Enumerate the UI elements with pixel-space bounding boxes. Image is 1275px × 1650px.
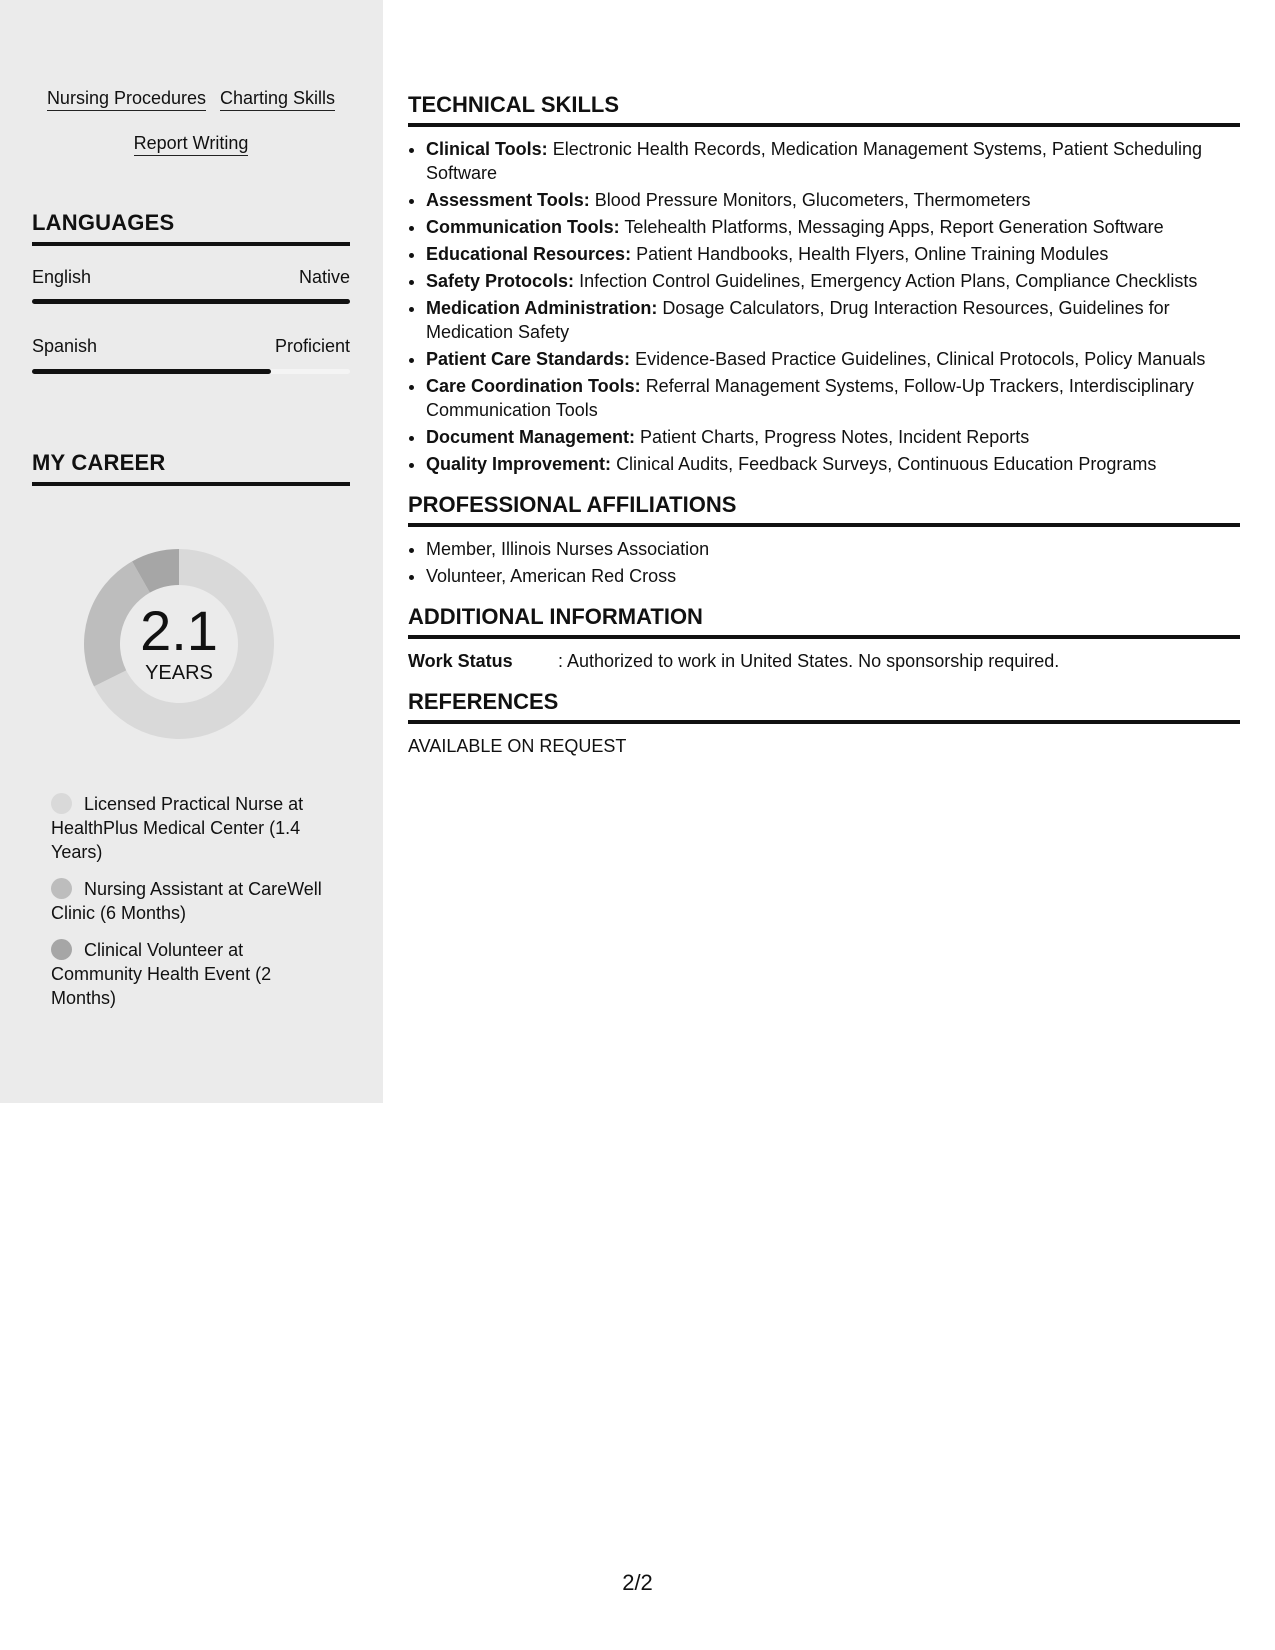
additional-info-heading: ADDITIONAL INFORMATION: [408, 604, 1240, 639]
skill-label: Quality Improvement:: [426, 454, 612, 474]
list-item: [426, 269, 1240, 293]
skill-label: Medication Administration:: [426, 298, 658, 318]
career-total: [66, 599, 292, 685]
skill-text: Blood Pressure Monitors, Glucometers, Thermometers: [594, 190, 1031, 210]
technical-skills-list: [408, 137, 1240, 476]
references-section: [408, 689, 1240, 758]
list-item: • Volunteer, American Red Cross: [426, 564, 1240, 588]
career-item-text: Clinical Volunteer at Community Health Event (2 Months): [51, 940, 272, 1008]
affiliations-list: [408, 537, 1240, 588]
skill-label: Document Management:: [426, 427, 636, 447]
language-row: [32, 336, 350, 357]
skill-label: Patient Care Standards:: [426, 349, 631, 369]
references-text: AVAILABLE ON REQUEST: [408, 736, 627, 756]
skill-label: Safety Protocols:: [426, 271, 575, 291]
affiliations-heading: PROFESSIONAL AFFILIATIONS: [408, 492, 1240, 527]
list-item: [426, 347, 1240, 371]
references-heading: REFERENCES: [408, 689, 1240, 724]
career-legend-dot: [51, 793, 72, 814]
career-item-text: Licensed Practical Nurse at HealthPlus Medical Center (1.4 Years): [51, 794, 304, 862]
language-bar-fill: [32, 369, 271, 374]
main-content: [408, 92, 1240, 774]
language-name: Spanish: [32, 336, 98, 356]
language-name: English: [32, 267, 92, 287]
skill-label: Assessment Tools:: [426, 190, 590, 210]
career-item-text: Nursing Assistant at CareWell Clinic (6 Months): [51, 879, 322, 923]
skill-text: Evidence-Based Practice Guidelines, Clinical Protocols, Policy Manuals: [635, 349, 1206, 369]
skill-text: Patient Handbooks, Health Flyers, Online Training Modules: [636, 244, 1109, 264]
skill-text: Telehealth Platforms, Messaging Apps, Report Generation Software: [624, 217, 1164, 237]
career-item: [51, 792, 333, 864]
career-legend-dot: [51, 939, 72, 960]
skill-tag: Report Writing: [134, 133, 249, 156]
skill-text: Electronic Health Records, Medication Management Systems, Patient Scheduling Software: [426, 139, 1203, 183]
career-legend-dot: [51, 878, 72, 899]
affiliations-section: [408, 492, 1240, 588]
page-number: 2/2: [622, 1570, 653, 1595]
work-status-row: [408, 649, 1240, 673]
language-bar: [32, 369, 350, 374]
career-item: [51, 877, 333, 925]
skill-tag: Charting Skills: [220, 88, 335, 111]
list-item: [426, 188, 1240, 212]
career-heading: MY CAREER: [32, 450, 350, 486]
skill-text: Dosage Calculators, Drug Interaction Resources, Guidelines for Medication Safety: [426, 298, 1170, 342]
list-item: • Member, Illinois Nurses Association: [426, 537, 1240, 561]
list-item: [426, 374, 1240, 422]
skill-text: Referral Management Systems, Follow-Up Trackers, Interdisciplinary Communication Tools: [426, 376, 1194, 420]
skill-label: Clinical Tools:: [426, 139, 548, 159]
technical-skills-heading: TECHNICAL SKILLS: [408, 92, 1240, 127]
work-status-label: Work Status: [408, 651, 513, 671]
list-item: [426, 296, 1240, 344]
language-row: [32, 267, 350, 288]
skill-label: Communication Tools:: [426, 217, 620, 237]
language-bar: [32, 299, 350, 304]
career-total-value: 2.1: [140, 599, 218, 662]
languages-heading: LANGUAGES: [32, 210, 350, 246]
language-level: Native: [298, 267, 350, 287]
sidebar: [0, 0, 383, 1103]
skill-tag: Nursing Procedures: [47, 88, 206, 111]
career-donut-chart: [66, 531, 292, 757]
list-item: [426, 452, 1240, 476]
additional-info-section: [408, 604, 1240, 673]
technical-skills-section: [408, 92, 1240, 476]
skill-tags: [32, 88, 350, 178]
skill-text: Infection Control Guidelines, Emergency Action Plans, Compliance Checklists: [579, 271, 1198, 291]
skill-text: Patient Charts, Progress Notes, Incident Reports: [640, 427, 1030, 447]
language-level: Proficient: [274, 336, 350, 356]
list-item: [426, 425, 1240, 449]
skill-label: Care Coordination Tools:: [426, 376, 641, 396]
career-item: [51, 938, 333, 1010]
list-item: [426, 215, 1240, 239]
career-list: [51, 792, 333, 1023]
career-total-unit: YEARS: [145, 662, 213, 684]
language-bar-fill: [32, 299, 350, 304]
work-status-value: : Authorized to work in United States. No sponsorship required.: [558, 651, 1060, 671]
list-item: [426, 242, 1240, 266]
skill-text: Clinical Audits, Feedback Surveys, Continuous Education Programs: [616, 454, 1157, 474]
list-item: [426, 137, 1240, 185]
skill-label: Educational Resources:: [426, 244, 632, 264]
